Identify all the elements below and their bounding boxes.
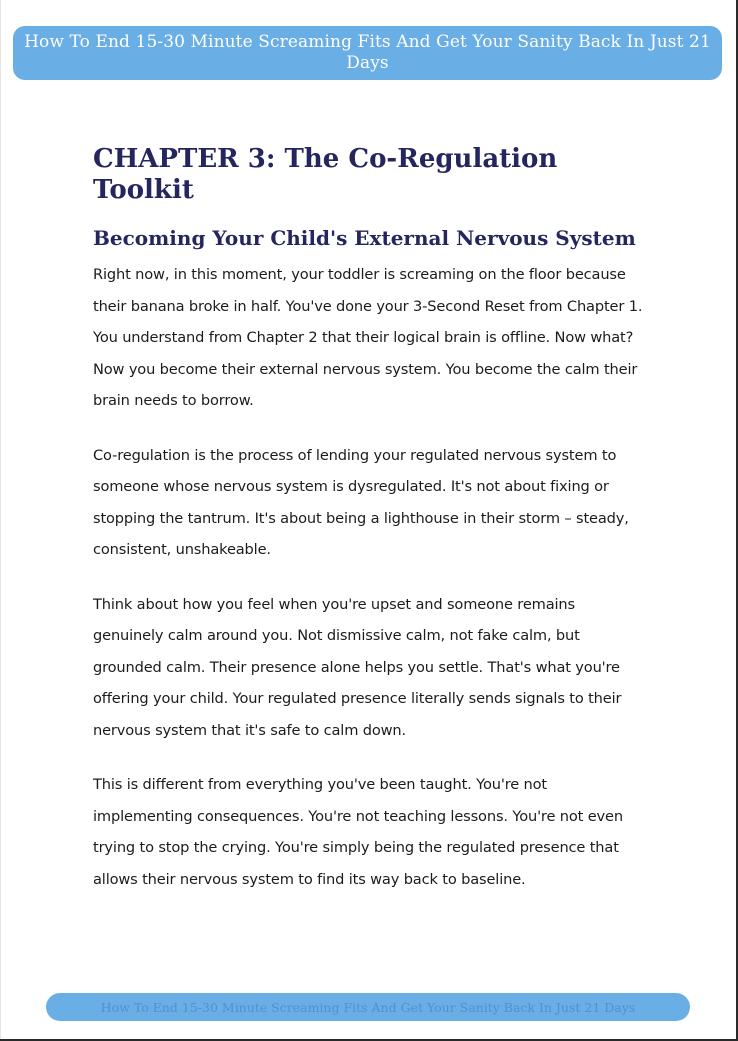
paragraph: Right now, in this moment, your toddler is screaming on the floor because their banana broke in half. You've done your 3-Second Reset from Chapter 1. You understand from Chapter 2 that their logical brain is offline. Now what? Now you become their external nervous system. You become the calm their brain needs to borrow. [93,266,643,409]
footer-banner [46,993,690,1021]
header-title: How To End 15-30 Minute Screaming Fits And Get Your Sanity Back In Just 21 Days [24,32,711,73]
header-banner [13,26,722,80]
paragraph: This is different from everything you've been taught. You're not implementing consequences. You're not teaching lessons. You're not even trying to stop the crying. You're simply being the regulated presence that allows their nervous system to find its way back to baseline. [93,776,623,888]
page-edge [0,0,1,1039]
paragraph: Co-regulation is the process of lending your regulated nervous system to someone whose nervous system is dysregulated. It's not about fixing or stopping the tantrum. It's about being a lighthouse in their storm – steady, consistent, unshakeable. [93,446,629,558]
section-title: Becoming Your Child's External Nervous System [93,226,636,250]
paragraph: Think about how you feel when you're upset and someone remains genuinely calm around you. Not dismissive calm, not fake calm, but grounded calm. Their presence alone helps you settle. That's what you're offering your child. Your regulated presence literally sends signals to their nervous system that it's safe to calm down. [93,595,622,739]
chapter-title: CHAPTER 3: The Co-Regulation Toolkit [93,144,558,205]
chapter-content [93,144,643,895]
footer-title: How To End 15-30 Minute Screaming Fits And Get Your Sanity Back In Just 21 Days [100,999,636,1015]
